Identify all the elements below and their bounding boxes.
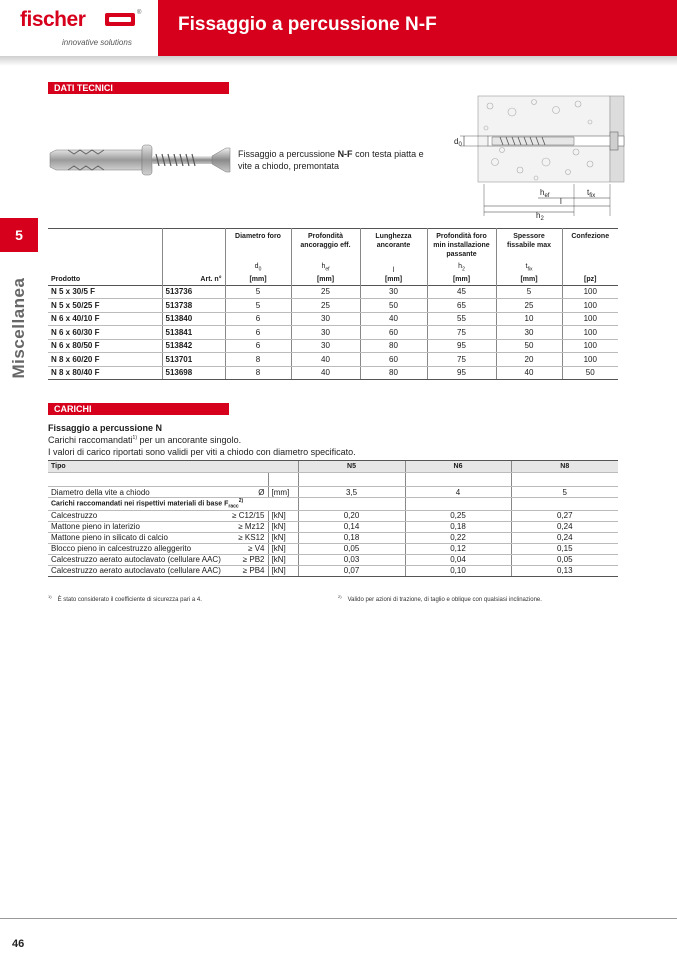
chapter-name: Miscellanea — [9, 277, 28, 379]
cell-product: N 6 x 60/30 F — [48, 326, 162, 340]
table-row — [48, 353, 618, 367]
cell-value: 60 — [360, 326, 427, 340]
section-heading-tech: DATI TECNICI — [48, 82, 229, 94]
header-embed-depth: Profondità ancoraggio eff. — [291, 229, 360, 260]
cell-value: 30 — [291, 312, 360, 326]
row-label: Calcestruzzo ≥ C12/15 — [48, 510, 268, 521]
registered-mark: ® — [137, 10, 142, 16]
page-header — [0, 0, 677, 56]
row-unit: [kN] — [268, 543, 298, 554]
technical-table-body — [48, 285, 618, 380]
cell-article: 513736 — [162, 285, 225, 299]
cell-product: N 6 x 40/10 F — [48, 312, 162, 326]
cell-value: 5 — [225, 299, 291, 313]
loads-header-n5: N5 — [298, 461, 405, 473]
header-package-unit: [pz] — [562, 259, 618, 285]
header-fixture-thickness: Spessore fissabile max — [496, 229, 562, 260]
cell-value: 6 — [225, 339, 291, 353]
cell-value: 0,12 — [405, 543, 511, 554]
diagram-label-hef: $h_{ef}$ — [540, 188, 550, 199]
loads-spacer-row — [48, 473, 618, 487]
cell-product: N 5 x 30/5 F — [48, 285, 162, 299]
table-row — [48, 543, 618, 554]
diagram-label-l: l — [560, 197, 562, 206]
cell-value: 4 — [405, 487, 511, 498]
cell-value: 30 — [496, 326, 562, 340]
footnote-2: $^{2)}$Valido per azioni di trazione, di taglio e oblique con qualsiasi inclinazione. — [338, 594, 542, 603]
cell-value: 50 — [562, 366, 618, 380]
anchor-product-image — [48, 140, 236, 180]
cell-value: 0,18 — [405, 521, 511, 532]
header-hole-diameter: Diametro foro — [225, 229, 291, 260]
cell-article: 513841 — [162, 326, 225, 340]
cell-value: 75 — [427, 326, 496, 340]
cell-value: 0,18 — [298, 532, 405, 543]
cell-article: 513842 — [162, 339, 225, 353]
cell-value: 0,24 — [511, 532, 618, 543]
loads-header-n6: N6 — [405, 461, 511, 473]
table-row — [48, 554, 618, 565]
row-unit: [kN] — [268, 510, 298, 521]
header-l-unit: l [mm] — [360, 259, 427, 285]
row-unit: [kN] — [268, 565, 298, 576]
cell-value: 50 — [496, 339, 562, 353]
cell-value: 0,25 — [405, 510, 511, 521]
brand-flag-icon — [105, 13, 135, 26]
loads-intro-2: I valori di carico riportati sono validi per viti a chiodo con diametro specificato. — [48, 447, 356, 457]
cell-value: 40 — [360, 312, 427, 326]
header-h2-unit: $h_2$ [mm] — [427, 259, 496, 285]
cell-value: 80 — [360, 366, 427, 380]
page-title: Fissaggio a percussione N-F — [178, 14, 437, 35]
cell-article: 513698 — [162, 366, 225, 380]
cell-article: 513738 — [162, 299, 225, 313]
cell-product: N 8 x 60/20 F — [48, 353, 162, 367]
table-row — [48, 565, 618, 576]
product-description — [238, 148, 428, 172]
installation-diagram — [450, 92, 628, 220]
header-package: Confezione — [562, 229, 618, 260]
brand-name: fischer — [20, 8, 86, 31]
page-number: 46 — [12, 938, 25, 950]
header-shadow — [0, 56, 677, 66]
cell-value: 100 — [562, 299, 618, 313]
cell-value: 0,14 — [298, 521, 405, 532]
loads-header-type: Tipo — [48, 461, 298, 473]
cell-value: 30 — [360, 285, 427, 299]
table-row — [48, 532, 618, 543]
cell-value: 100 — [562, 339, 618, 353]
cell-value: 0,03 — [298, 554, 405, 565]
cell-value: 0,27 — [511, 510, 618, 521]
loads-header-row — [48, 461, 618, 473]
table-row — [48, 285, 618, 299]
description-product-code: N-F — [337, 149, 353, 159]
cell-value: 0,04 — [405, 554, 511, 565]
cell-product: N 6 x 80/50 F — [48, 339, 162, 353]
cell-value: 100 — [562, 326, 618, 340]
cell-value: 8 — [225, 366, 291, 380]
cell-value: 0,13 — [511, 565, 618, 576]
cell-product: N 8 x 80/40 F — [48, 366, 162, 380]
table-row — [48, 299, 618, 313]
spacer-cell — [405, 473, 511, 487]
spacer-cell — [511, 473, 618, 487]
cell-value: 40 — [496, 366, 562, 380]
section-heading-loads: CARICHI — [48, 403, 229, 415]
cell-value: 80 — [360, 339, 427, 353]
diagram-label-h2: $h_2$ — [536, 211, 544, 220]
table-row — [48, 339, 618, 353]
cell-value: 25 — [291, 285, 360, 299]
diagram-label-d0: $d_0$ — [454, 137, 462, 148]
cell-value: 40 — [291, 353, 360, 367]
cell-value: 95 — [427, 366, 496, 380]
row-unit: [kN] — [268, 532, 298, 543]
cell-value: 0,15 — [511, 543, 618, 554]
header-article: Art. n° — [162, 259, 225, 285]
cell-value: 100 — [562, 285, 618, 299]
cell-value: 55 — [427, 312, 496, 326]
cell-value: 0,10 — [405, 565, 511, 576]
row-unit: [mm] — [268, 487, 298, 498]
cell-value: 20 — [496, 353, 562, 367]
cell-value: 8 — [225, 353, 291, 367]
cell-value: 30 — [291, 339, 360, 353]
cell-article: 513840 — [162, 312, 225, 326]
row-label: Blocco pieno in calcestruzzo alleggerito ≥ V4 — [48, 543, 268, 554]
table-row — [48, 312, 618, 326]
loads-intro-1: Carichi raccomandati$^{1)}$ per un ancorante singolo. — [48, 435, 242, 445]
cell-article: 513701 — [162, 353, 225, 367]
cell-value: 10 — [496, 312, 562, 326]
cell-value: 30 — [291, 326, 360, 340]
brand-logo — [0, 0, 158, 56]
header-hole-depth: Profondità foro min installazione passante — [427, 229, 496, 260]
cell-value: 6 — [225, 312, 291, 326]
cell-value: 75 — [427, 353, 496, 367]
table-row — [48, 510, 618, 521]
footnote-1: $^{1)}$È stato considerato il coefficiente di sicurezza pari a 4. — [48, 594, 202, 603]
row-label: Diametro della vite a chiodo Ø — [48, 487, 268, 498]
cell-value: 40 — [291, 366, 360, 380]
title-bar — [158, 0, 677, 56]
brand-tagline: innovative solutions — [62, 38, 132, 47]
cell-value: 95 — [427, 339, 496, 353]
cell-value: 3,5 — [298, 487, 405, 498]
description-text-end: con testa piatta e vite a chiodo, premontata — [238, 149, 424, 171]
cell-value: 100 — [562, 312, 618, 326]
table-row — [48, 521, 618, 532]
cell-value: 65 — [427, 299, 496, 313]
cell-value: 45 — [427, 285, 496, 299]
spacer-cell — [268, 473, 298, 487]
cell-value: 0,07 — [298, 565, 405, 576]
header-anchor-length: Lunghezza ancorante — [360, 229, 427, 260]
cell-value: 0,20 — [298, 510, 405, 521]
spacer-cell — [298, 498, 405, 511]
diagram-label-tfix: $t_{fix}$ — [587, 188, 596, 199]
cell-value: 5 — [496, 285, 562, 299]
cell-value: 0,05 — [511, 554, 618, 565]
cell-value: 5 — [511, 487, 618, 498]
header-tfix-unit: $t_{fix}$ [mm] — [496, 259, 562, 285]
table-row — [48, 366, 618, 380]
technical-data-table — [48, 228, 618, 380]
header-d0-unit: $d_0$ [mm] — [225, 259, 291, 285]
header-hef-unit: $h_{ef}$ [mm] — [291, 259, 360, 285]
cell-value: 50 — [360, 299, 427, 313]
row-unit: [kN] — [268, 554, 298, 565]
row-label: Mattone pieno in silicato di calcio ≥ KS12 — [48, 532, 268, 543]
spacer-cell — [298, 473, 405, 487]
loads-header-n8: N8 — [511, 461, 618, 473]
spacer-cell — [48, 473, 268, 487]
cell-product: N 5 x 50/25 F — [48, 299, 162, 313]
row-label: Calcestruzzo aerato autoclavato (cellulare AAC) ≥ PB4 — [48, 565, 268, 576]
table-row — [48, 326, 618, 340]
loads-table — [48, 460, 618, 577]
cell-value: 5 — [225, 285, 291, 299]
loads-subheader: Carichi raccomandati nei rispettivi materiali di base $F_{racc}^{2)}$ — [48, 498, 298, 511]
cell-value: 0,24 — [511, 521, 618, 532]
spacer-cell — [405, 498, 511, 511]
cell-value: 25 — [496, 299, 562, 313]
description-text: Fissaggio a percussione — [238, 149, 338, 159]
header-product: Prodotto — [51, 275, 81, 283]
header-empty-2 — [162, 229, 225, 260]
header-empty-1 — [48, 229, 162, 260]
row-label: Calcestruzzo aerato autoclavato (cellulare AAC) ≥ PB2 — [48, 554, 268, 565]
loads-title: Fissaggio a percussione N — [48, 423, 163, 433]
cell-value: 0,22 — [405, 532, 511, 543]
cell-value: 25 — [291, 299, 360, 313]
spacer-cell — [511, 498, 618, 511]
loads-subheader-row — [48, 498, 618, 511]
row-unit: [kN] — [268, 521, 298, 532]
cell-value: 0,05 — [298, 543, 405, 554]
cell-value: 60 — [360, 353, 427, 367]
cell-value: 100 — [562, 353, 618, 367]
footer-divider — [0, 918, 677, 919]
cell-value: 6 — [225, 326, 291, 340]
table-row — [48, 487, 618, 498]
chapter-number: 5 — [0, 218, 38, 252]
row-label: Mattone pieno in laterizio ≥ Mz12 — [48, 521, 268, 532]
